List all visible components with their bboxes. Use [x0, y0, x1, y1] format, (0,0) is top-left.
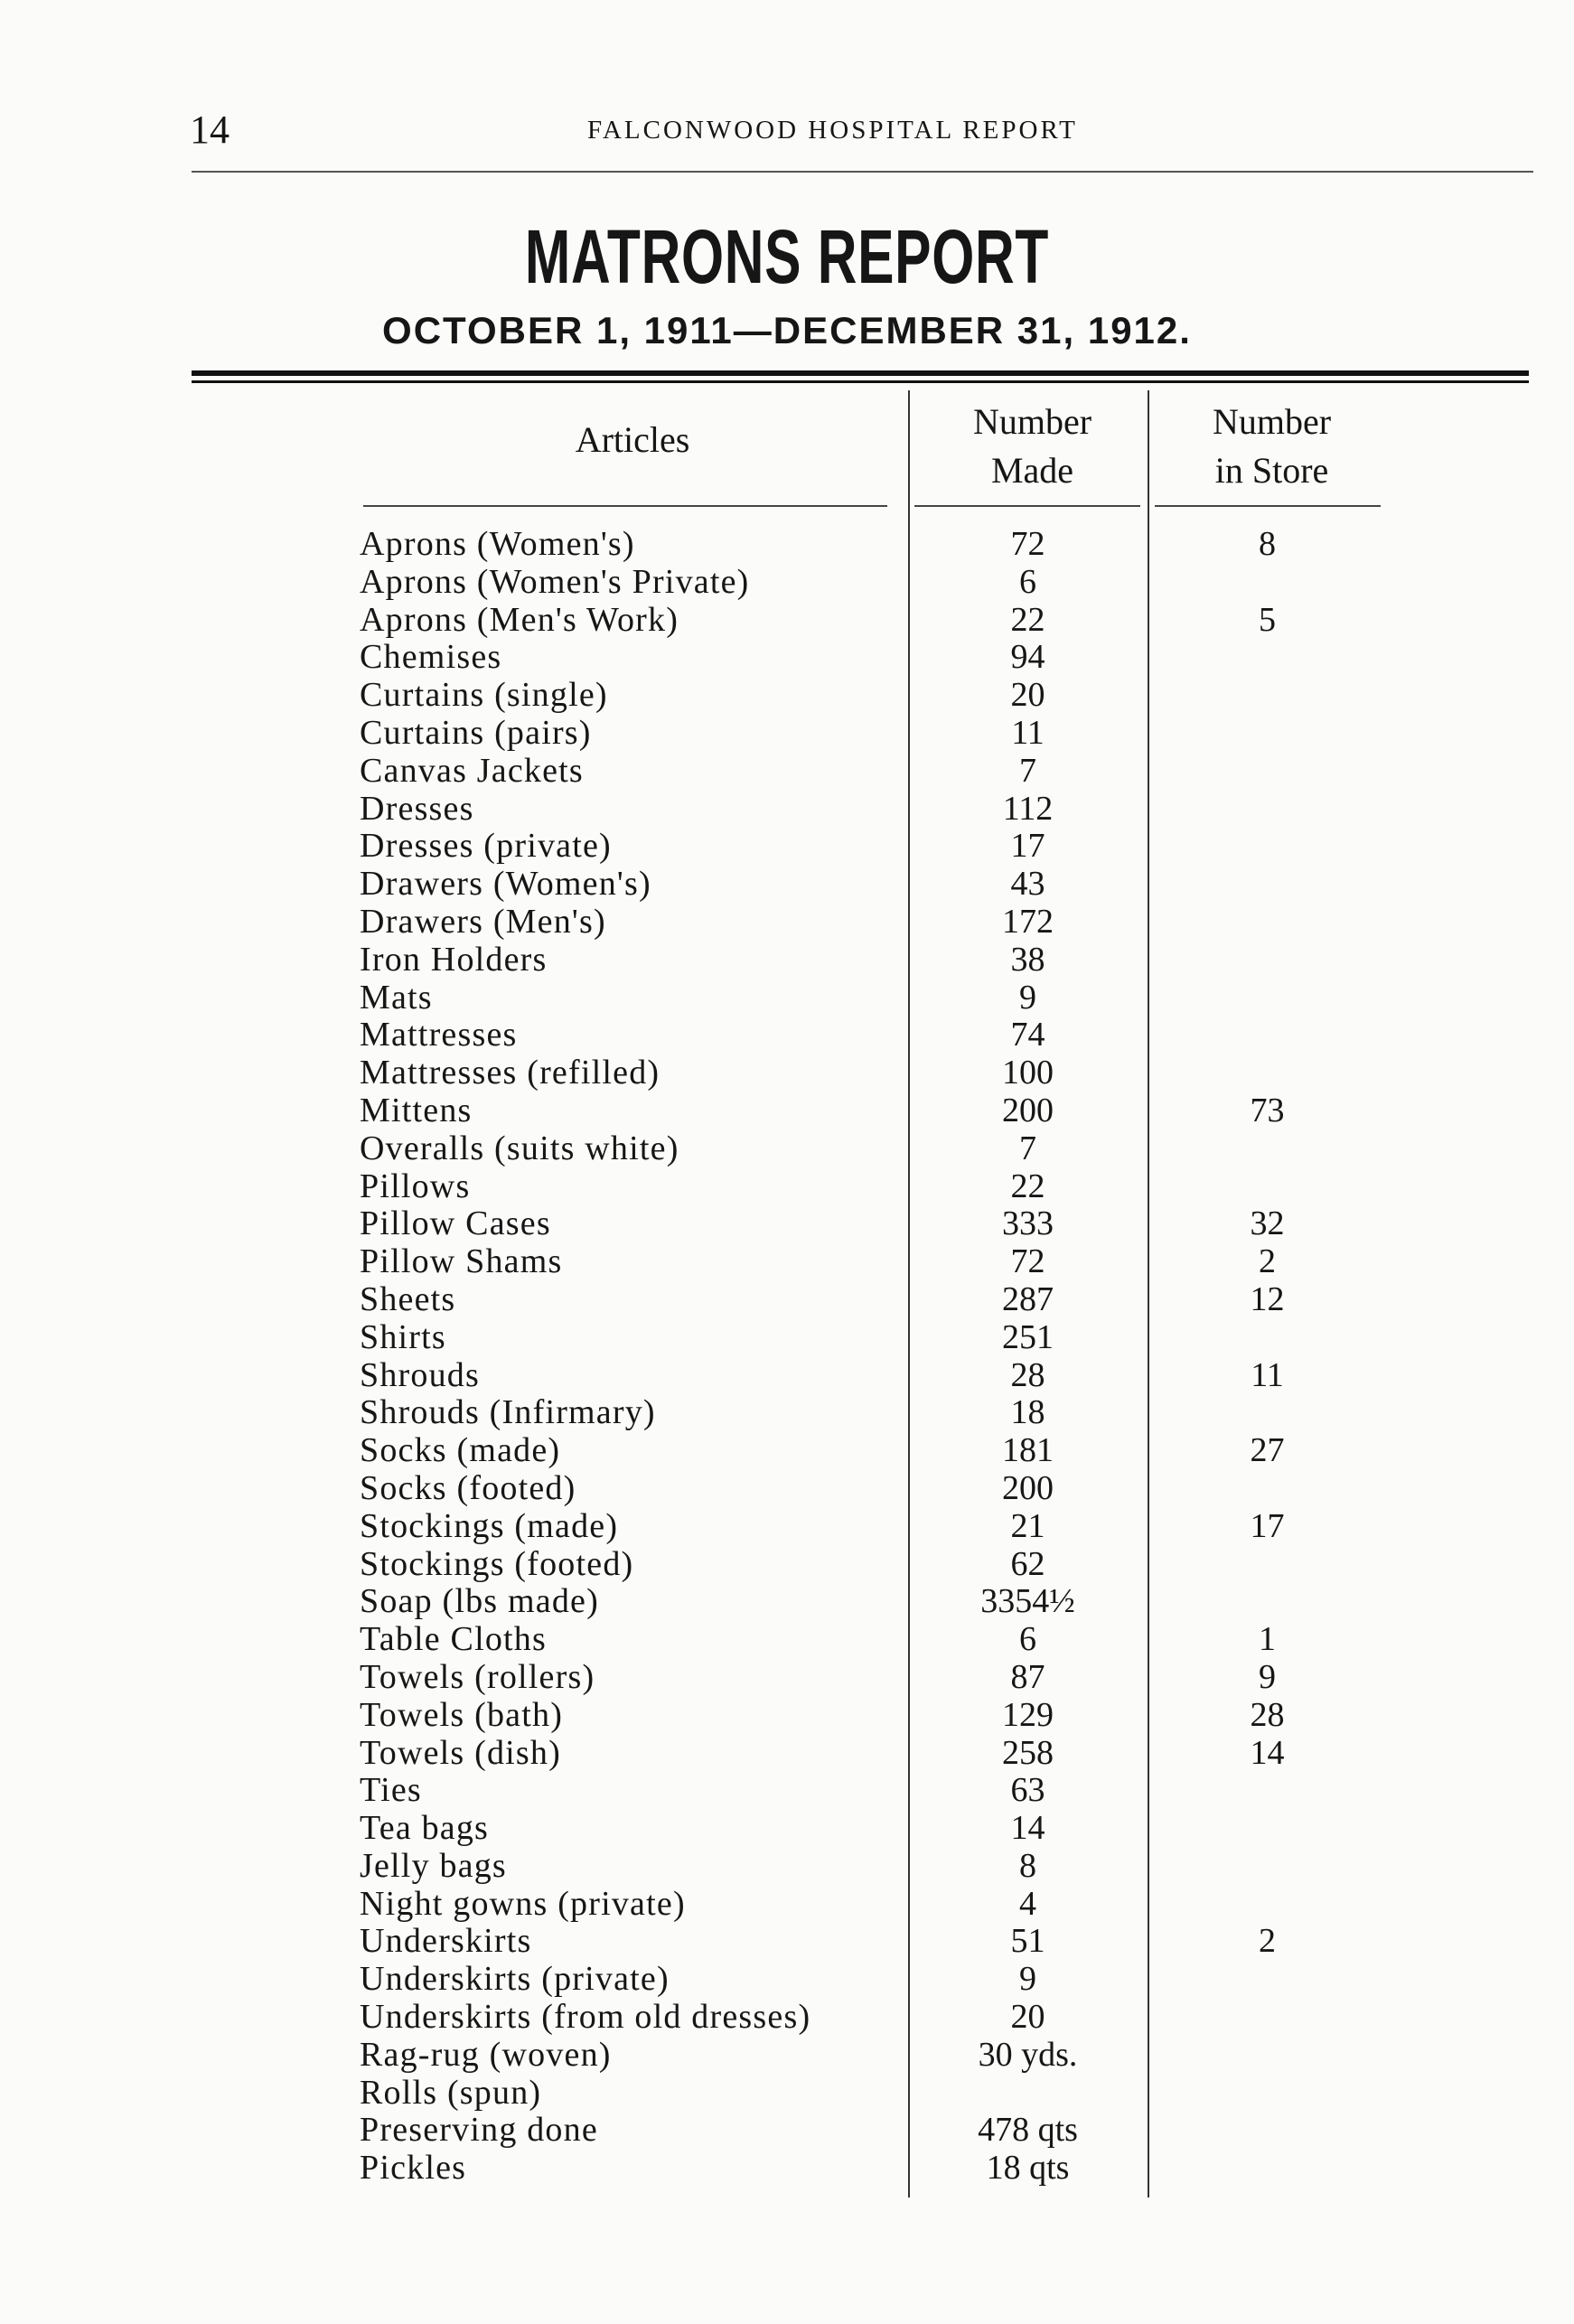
number-made-cell: 8 — [1019, 1846, 1036, 1885]
article-cell: Jelly bags — [360, 1846, 507, 1885]
article-cell: Shrouds — [360, 1355, 480, 1394]
table-row — [0, 639, 1574, 677]
table-row — [0, 791, 1574, 829]
number-made-cell: 333 — [1002, 1204, 1054, 1243]
table-row — [0, 602, 1574, 640]
article-cell: Aprons (Men's Work) — [360, 600, 679, 639]
article-cell: Tea bags — [360, 1809, 490, 1848]
number-made-cell: 6 — [1019, 562, 1036, 601]
article-cell: Stockings (footed) — [360, 1544, 634, 1583]
table-row — [0, 715, 1574, 753]
article-cell: Shirts — [360, 1317, 446, 1356]
number-made-cell: 7 — [1019, 1129, 1036, 1167]
article-cell: Rag-rug (woven) — [360, 2035, 612, 2074]
article-cell: Pillow Cases — [360, 1204, 551, 1243]
table-row — [0, 753, 1574, 791]
article-cell: Drawers (Women's) — [360, 865, 651, 904]
table-row — [0, 1546, 1574, 1584]
article-cell: Aprons (Women's Private) — [360, 562, 750, 601]
number-made-cell: 7 — [1019, 751, 1036, 790]
article-cell: Table Cloths — [360, 1620, 547, 1659]
number-in-store-cell: 8 — [1259, 525, 1276, 563]
table-row — [0, 1432, 1574, 1470]
article-cell: Chemises — [360, 638, 502, 677]
article-cell: Underskirts (private) — [360, 1960, 670, 1999]
article-cell: Ties — [360, 1771, 422, 1810]
table-row — [0, 1735, 1574, 1773]
article-cell: Underskirts (from old dresses) — [360, 1998, 811, 2037]
number-made-cell: 18 qts — [986, 2149, 1070, 2188]
table-row — [0, 1357, 1574, 1395]
report-dates: OCTOBER 1, 1911—DECEMBER 31, 1912. — [382, 309, 1192, 351]
header-underline-articles — [363, 505, 887, 507]
title-rule-thick — [192, 370, 1529, 376]
number-made-cell: 4 — [1019, 1884, 1036, 1923]
table-row — [0, 1394, 1574, 1432]
number-made-cell: 200 — [1002, 1468, 1054, 1507]
article-cell: Towels (rollers) — [360, 1657, 595, 1696]
table-row — [0, 2112, 1574, 2150]
number-made-cell: 22 — [1010, 600, 1045, 639]
number-made-cell: 21 — [1010, 1506, 1045, 1545]
table-row — [0, 1848, 1574, 1886]
number-made-cell: 63 — [1010, 1771, 1045, 1810]
number-in-store-cell: 2 — [1259, 1922, 1276, 1961]
table-row — [0, 1999, 1574, 2037]
number-made-header-line1: Number — [972, 401, 1092, 442]
number-made-cell: 258 — [1002, 1733, 1054, 1772]
number-made-cell: 30 yds. — [978, 2035, 1078, 2074]
table-row — [0, 1092, 1574, 1130]
number-made-cell: 112 — [1002, 789, 1054, 828]
number-made-cell: 11 — [1011, 713, 1045, 752]
number-made-cell: 14 — [1010, 1809, 1045, 1848]
number-in-store-header-line1: Number — [1212, 401, 1332, 442]
table-row — [0, 1659, 1574, 1697]
number-in-store-header-line2: in Store — [1214, 450, 1329, 491]
table-row — [0, 1961, 1574, 1999]
article-cell: Mittens — [360, 1091, 473, 1129]
article-cell: Shrouds (Infirmary) — [360, 1393, 656, 1432]
table-row — [0, 904, 1574, 942]
title-rule-thin — [192, 380, 1529, 383]
article-cell: Pickles — [360, 2149, 467, 2188]
number-made-cell: 43 — [1010, 865, 1045, 904]
number-in-store-column-header — [1152, 398, 1391, 495]
article-cell: Curtains (single) — [360, 676, 608, 715]
number-made-cell: 22 — [1010, 1167, 1045, 1205]
number-in-store-cell: 5 — [1259, 600, 1276, 639]
article-cell: Rolls (spun) — [360, 2073, 542, 2112]
number-made-cell: 3354½ — [980, 1582, 1075, 1621]
number-made-column-header — [913, 398, 1152, 495]
number-in-store-cell: 73 — [1250, 1091, 1285, 1129]
article-cell: Pillow Shams — [360, 1242, 563, 1281]
article-cell: Pillows — [360, 1167, 471, 1205]
articles-header-label: Articles — [575, 419, 690, 460]
number-made-cell: 287 — [1002, 1279, 1054, 1318]
number-in-store-cell: 27 — [1250, 1431, 1285, 1470]
table-row — [0, 526, 1574, 564]
table-row — [0, 1054, 1574, 1092]
table-row — [0, 828, 1574, 866]
article-cell: Aprons (Women's) — [360, 525, 635, 563]
table-row — [0, 2075, 1574, 2113]
number-made-cell: 9 — [1019, 1960, 1036, 1999]
number-in-store-cell: 2 — [1259, 1242, 1276, 1281]
number-made-cell: 87 — [1010, 1657, 1045, 1696]
table-row — [0, 866, 1574, 904]
number-made-cell: 17 — [1010, 827, 1045, 866]
article-cell: Night gowns (private) — [360, 1884, 686, 1923]
number-made-cell: 129 — [1002, 1695, 1054, 1734]
table-row — [0, 1205, 1574, 1243]
number-made-cell: 6 — [1019, 1620, 1036, 1659]
table-row — [0, 1810, 1574, 1848]
number-made-cell: 62 — [1010, 1544, 1045, 1583]
article-cell: Preserving done — [360, 2111, 598, 2150]
header-rule — [192, 171, 1533, 173]
article-cell: Towels (bath) — [360, 1695, 564, 1734]
article-cell: Sheets — [360, 1279, 456, 1318]
article-cell: Socks (footed) — [360, 1468, 576, 1507]
table-row — [0, 1281, 1574, 1319]
table-row — [0, 979, 1574, 1017]
table-row — [0, 1130, 1574, 1168]
article-cell: Socks (made) — [360, 1431, 561, 1470]
article-cell: Mats — [360, 978, 433, 1017]
table-row — [0, 1621, 1574, 1659]
table-row — [0, 1243, 1574, 1281]
number-made-cell: 18 — [1010, 1393, 1045, 1432]
running-head — [190, 107, 1500, 152]
table-row — [0, 1470, 1574, 1508]
article-cell: Drawers (Men's) — [360, 902, 606, 941]
article-cell: Stockings (made) — [360, 1506, 619, 1545]
page-number: 14 — [190, 108, 230, 152]
articles-table-body — [0, 526, 1574, 2188]
number-made-cell: 74 — [1010, 1016, 1045, 1054]
table-row — [0, 1697, 1574, 1735]
article-cell: Underskirts — [360, 1922, 532, 1961]
number-made-cell: 28 — [1010, 1355, 1045, 1394]
table-row — [0, 1772, 1574, 1810]
number-made-cell: 94 — [1010, 638, 1045, 677]
header-underline-store — [1155, 505, 1381, 507]
table-row — [0, 1017, 1574, 1054]
table-row — [0, 677, 1574, 715]
article-cell: Canvas Jackets — [360, 751, 584, 790]
table-row — [0, 942, 1574, 979]
header-underline-made — [914, 505, 1140, 507]
articles-column-header — [361, 416, 904, 464]
number-made-cell: 100 — [1002, 1054, 1054, 1092]
running-title: FALCONWOOD HOSPITAL REPORT — [587, 116, 1078, 145]
number-made-cell: 38 — [1010, 940, 1045, 979]
number-made-cell: 200 — [1002, 1091, 1054, 1129]
number-made-cell: 251 — [1002, 1317, 1054, 1356]
number-in-store-cell: 11 — [1251, 1355, 1284, 1394]
number-in-store-cell: 32 — [1250, 1204, 1285, 1243]
number-in-store-cell: 9 — [1259, 1657, 1276, 1696]
article-cell: Mattresses — [360, 1016, 518, 1054]
table-row — [0, 2037, 1574, 2075]
table-row — [0, 2150, 1574, 2188]
number-made-cell: 51 — [1010, 1922, 1045, 1961]
table-row — [0, 1168, 1574, 1206]
number-made-header-line2: Made — [990, 450, 1074, 491]
article-cell: Dresses (private) — [360, 827, 612, 866]
article-cell: Overalls (suits white) — [360, 1129, 679, 1167]
table-row — [0, 1508, 1574, 1546]
number-made-cell: 478 qts — [978, 2111, 1078, 2150]
article-cell: Mattresses (refilled) — [360, 1054, 661, 1092]
number-in-store-cell: 1 — [1259, 1620, 1276, 1659]
table-row — [0, 564, 1574, 602]
number-in-store-cell: 28 — [1250, 1695, 1285, 1734]
article-cell: Soap (lbs made) — [360, 1582, 599, 1621]
article-cell: Curtains (pairs) — [360, 713, 592, 752]
number-made-cell: 9 — [1019, 978, 1036, 1017]
number-made-cell: 72 — [1010, 525, 1045, 563]
number-in-store-cell: 17 — [1250, 1506, 1285, 1545]
table-row — [0, 1583, 1574, 1621]
report-title: MATRONS REPORT — [524, 214, 1050, 299]
table-row — [0, 1923, 1574, 1961]
article-cell: Iron Holders — [360, 940, 548, 979]
number-made-cell: 172 — [1002, 902, 1054, 941]
article-cell: Towels (dish) — [360, 1733, 561, 1772]
table-row — [0, 1886, 1574, 1924]
number-made-cell: 20 — [1010, 676, 1045, 715]
number-in-store-cell: 14 — [1250, 1733, 1285, 1772]
article-cell: Dresses — [360, 789, 474, 828]
table-row — [0, 1319, 1574, 1357]
number-made-cell: 72 — [1010, 1242, 1045, 1281]
number-made-cell: 181 — [1002, 1431, 1054, 1470]
number-made-cell: 20 — [1010, 1998, 1045, 2037]
number-in-store-cell: 12 — [1250, 1279, 1285, 1318]
